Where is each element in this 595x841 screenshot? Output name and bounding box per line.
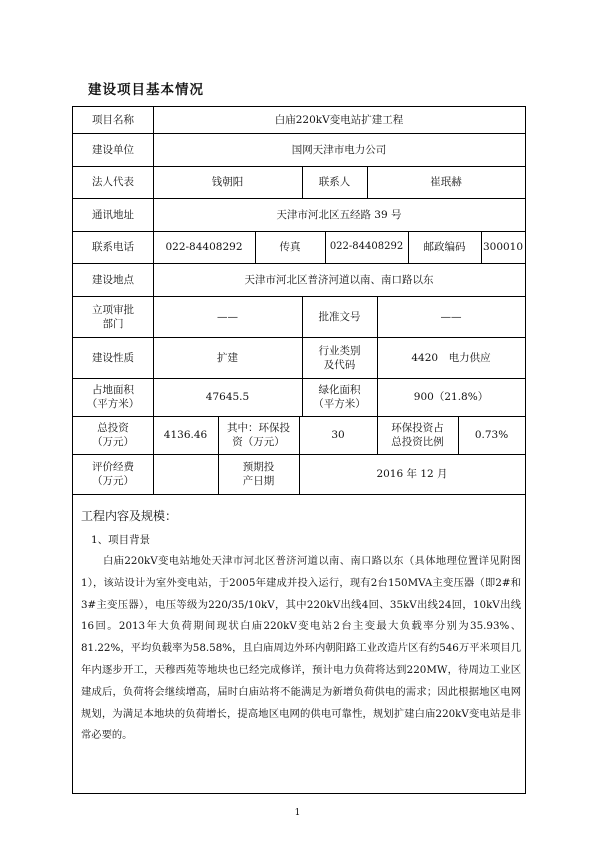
value-invest: 4136.46 xyxy=(163,429,208,441)
label-phone: 联系电话 xyxy=(92,241,134,253)
page-title: 建设项目基本情况 xyxy=(88,82,204,98)
value-address: 天津市河北区五经路 39 号 xyxy=(276,208,402,221)
value-unit: 国网天津市电力公司 xyxy=(291,143,387,156)
value-legal: 钱朝阳 xyxy=(211,176,244,188)
value-industry: 4420 电力供应 xyxy=(411,351,491,364)
content-title: 工程内容及规模： xyxy=(81,509,178,523)
value-eval-cost xyxy=(153,454,218,494)
label-nature: 建设性质 xyxy=(92,351,134,364)
label-project-name: 项目名称 xyxy=(92,114,134,126)
label-approval-doc: 批准文号 xyxy=(318,310,361,323)
label-env-ratio: 环保投资占 总投资比例 xyxy=(391,422,444,448)
value-project-name: 白庙220kV变电站扩建工程 xyxy=(274,114,404,126)
value-env-ratio: 0.73% xyxy=(474,429,509,441)
label-industry: 行业类别 及代码 xyxy=(318,344,361,371)
label-env-invest: 其中：环保投 资（万元） xyxy=(227,422,290,448)
value-approval-doc: —— xyxy=(440,310,462,323)
content-subtitle: 1、项目背景 xyxy=(91,534,151,546)
content-body: 白庙220kV变电站地处天津市河北区普济河道以南、南口路以东（具体地理位置详见附图1），该站设计为室外变电站，于2005年建成并投入运行，现有2台150MVA主变压器（即2#和3#主变压器），电压等级为220/35/10kV，其中220kV出线4回、35kV出线24回，10kV出线16回。2013年大负荷期间现状白庙220kV变电站2台主变最大负载率分别为35.93%、81.22%，平均负载率为58.58%，且白庙周边外环内朝阳路工业改造片区有约546万平米项目几年内逐步开工，天穆西苑等地块也已经完成修详，预计电力负荷将达到220MW，待周边工业区建成后，负荷将会继续增高，届时白庙站将不能满足为新增负荷供电的需求；因此根据地区电网规划，为满足本地块的负荷增长，提高地区电网的供电可靠性，规划扩建白庙220kV变电站是非常必要的。 xyxy=(81,555,521,742)
value-approval: —— xyxy=(217,310,238,323)
label-start-date: 预期投 产日期 xyxy=(242,461,275,487)
label-address: 通讯地址 xyxy=(92,208,134,221)
value-site: 天津市河北区普济河道以南、南口路以东 xyxy=(244,273,434,286)
label-eval-cost: 评价经费 （万元） xyxy=(92,461,134,487)
label-unit: 建设单位 xyxy=(92,143,134,156)
label-site: 建设地点 xyxy=(92,273,134,286)
value-zip: 300010 xyxy=(482,241,524,253)
label-green: 绿化面积 （平方米） xyxy=(313,384,366,410)
label-invest: 总投资 （万元） xyxy=(92,422,134,448)
value-nature: 扩建 xyxy=(217,351,238,364)
label-fax: 传真 xyxy=(279,241,301,253)
label-zip: 邮政编码 xyxy=(423,241,466,253)
value-start-date: 2016 年 12 月 xyxy=(376,468,448,480)
value-green: 900（21.8%） xyxy=(413,391,489,403)
value-phone: 022-84408292 xyxy=(165,241,243,253)
value-area: 47645.5 xyxy=(205,391,250,403)
label-legal: 法人代表 xyxy=(92,176,134,188)
page-number: 1 xyxy=(294,808,301,818)
value-contact: 崔珉赫 xyxy=(430,176,462,188)
value-fax: 022-84408292 xyxy=(329,241,404,252)
label-area: 占地面积 （平方米） xyxy=(86,384,140,410)
label-contact: 联系人 xyxy=(318,176,351,188)
project-info-form xyxy=(72,106,526,794)
label-approval: 立项审批 部门 xyxy=(92,303,134,330)
value-env-invest: 30 xyxy=(331,429,345,441)
